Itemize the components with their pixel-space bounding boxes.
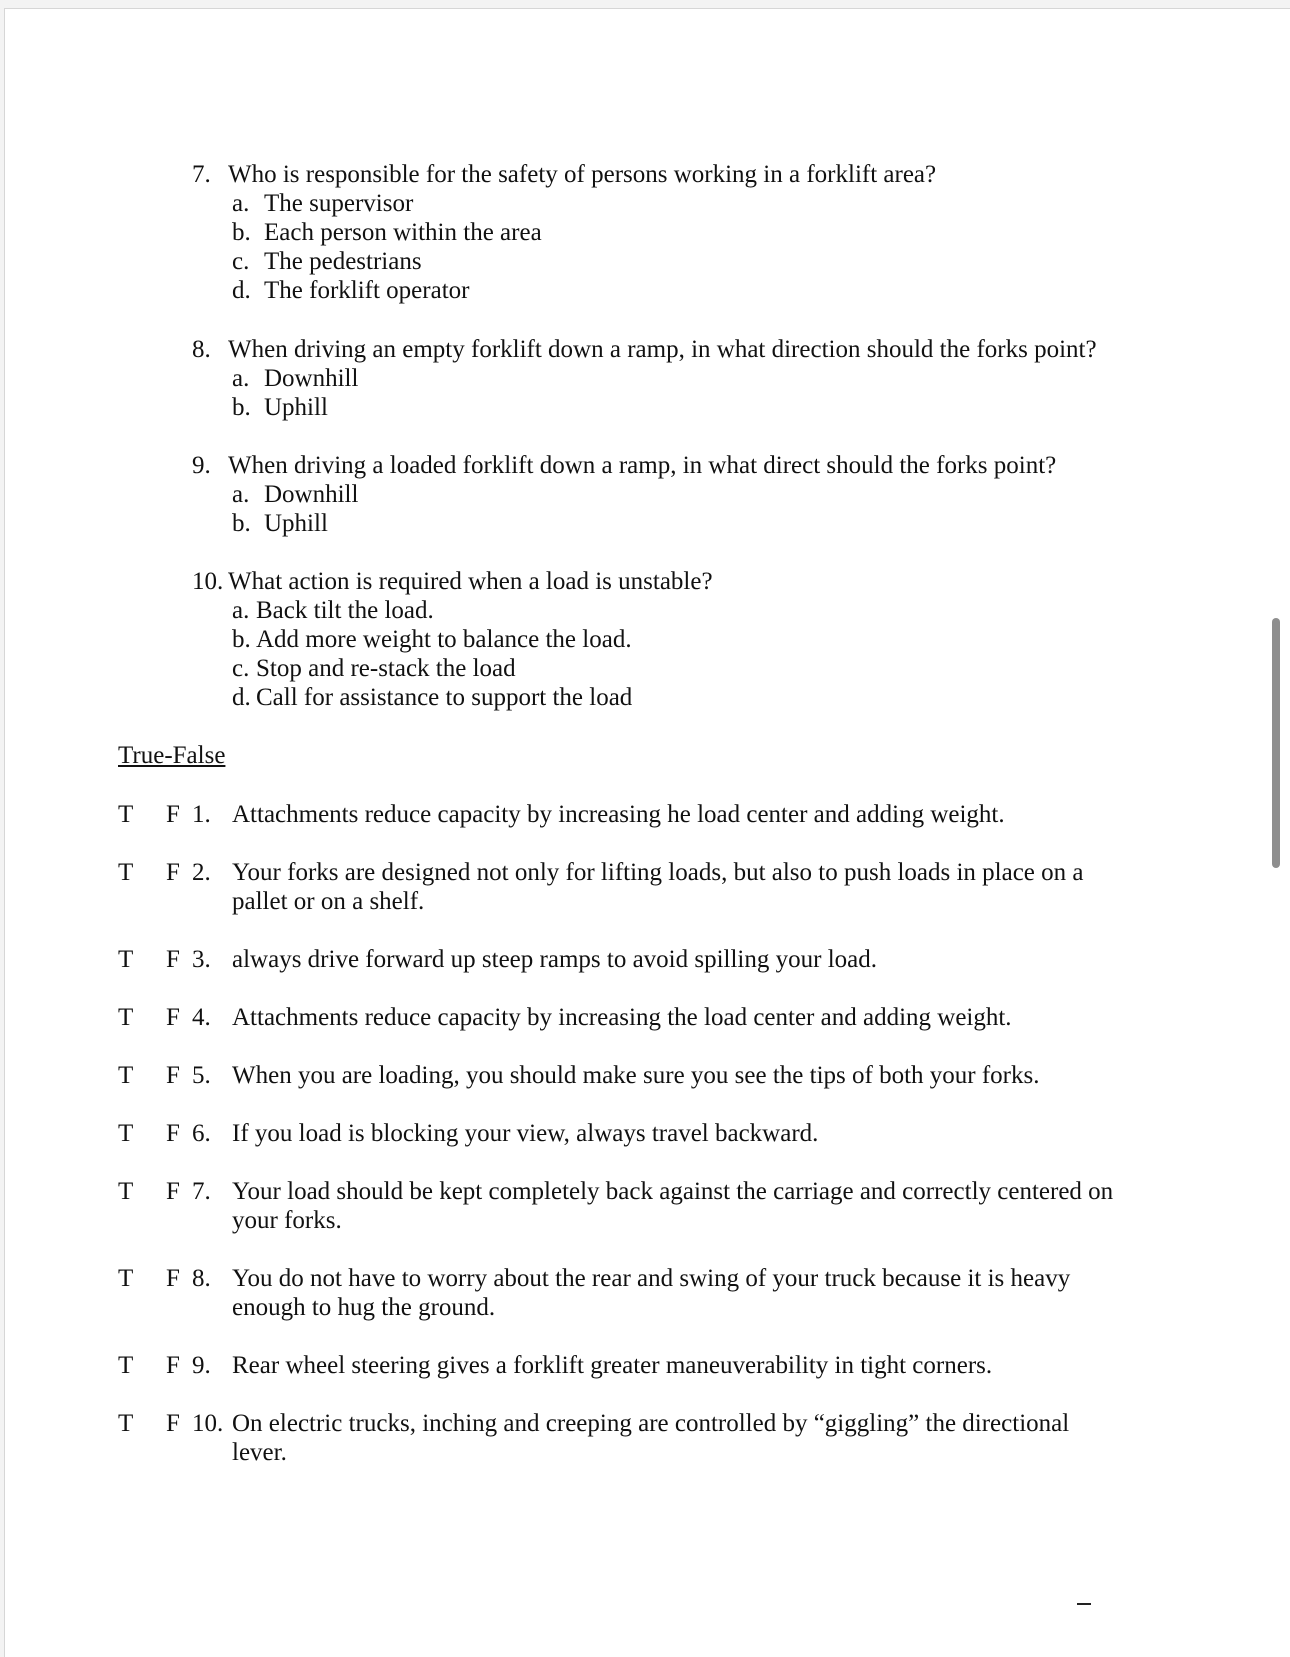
option-text: Downhill — [264, 481, 359, 508]
item-number: 8. — [192, 1265, 211, 1292]
option-a — [192, 596, 713, 625]
page-footer-mark — [1077, 1603, 1091, 1605]
option-text: The supervisor — [264, 190, 414, 217]
option-d — [192, 276, 936, 305]
option-letter: a. — [232, 365, 250, 392]
mc-question-10 — [192, 567, 713, 712]
tf-item-8 — [118, 1264, 1128, 1322]
false-label: F — [166, 1410, 180, 1437]
tf-item-6 — [118, 1119, 1128, 1148]
false-label: F — [166, 1004, 180, 1031]
mc-question-8 — [192, 335, 1097, 422]
option-text: Uphill — [264, 394, 328, 421]
question-prompt: Who is responsible for the safety of persons working in a forklift area? — [228, 161, 937, 188]
item-text: Your load should be kept completely back against the carriage and correctly centered on your forks. — [232, 1178, 1114, 1234]
option-b — [192, 625, 713, 654]
option-b — [192, 393, 1097, 422]
item-number: 5. — [192, 1062, 211, 1089]
item-number: 3. — [192, 946, 211, 973]
option-text: Call for assistance to support the load — [256, 684, 633, 711]
item-text: Attachments reduce capacity by increasing the load center and adding weight. — [232, 1004, 1012, 1031]
question-text — [192, 451, 1056, 480]
option-text: Uphill — [264, 510, 328, 537]
true-label: T — [118, 1120, 134, 1147]
false-label: F — [166, 859, 180, 886]
item-text: When you are loading, you should make sure you see the tips of both your forks. — [232, 1062, 1040, 1089]
tf-item-2 — [118, 858, 1128, 916]
true-label: T — [118, 946, 134, 973]
item-number: 9. — [192, 1352, 211, 1379]
tf-item-7 — [118, 1177, 1128, 1235]
question-text — [192, 567, 713, 596]
vertical-scrollbar[interactable] — [1272, 618, 1280, 868]
option-text: Each person within the area — [264, 219, 542, 246]
false-label: F — [166, 946, 180, 973]
tf-item-4 — [118, 1003, 1128, 1032]
tf-item-3 — [118, 945, 1128, 974]
true-label: T — [118, 859, 134, 886]
true-false-heading: True-False — [118, 742, 226, 769]
true-label: T — [118, 1265, 134, 1292]
item-text: Rear wheel steering gives a forklift greater maneuverability in tight corners. — [232, 1352, 993, 1379]
option-c — [192, 247, 936, 276]
false-label: F — [166, 1352, 180, 1379]
mc-question-9 — [192, 451, 1056, 538]
false-label: F — [166, 1062, 180, 1089]
option-text: Downhill — [264, 365, 359, 392]
option-letter: b. — [232, 219, 251, 246]
option-letter: a. — [232, 597, 250, 624]
option-letter: c. — [232, 655, 250, 682]
option-letter: d. — [232, 277, 251, 304]
tf-item-5 — [118, 1061, 1128, 1090]
mc-question-7 — [192, 160, 936, 305]
option-b — [192, 218, 936, 247]
item-text: On electric trucks, inching and creeping are controlled by “giggling” the directional lever. — [232, 1410, 1070, 1466]
option-letter: b. — [232, 626, 251, 653]
option-text: The forklift operator — [264, 277, 470, 304]
true-label: T — [118, 801, 134, 828]
false-label: F — [166, 1178, 180, 1205]
option-a — [192, 189, 936, 218]
question-number: 7. — [192, 161, 211, 188]
question-prompt: When driving an empty forklift down a ramp, in what direction should the forks point? — [228, 336, 1097, 363]
question-text — [192, 335, 1097, 364]
true-label: T — [118, 1410, 134, 1437]
option-letter: a. — [232, 481, 250, 508]
option-a — [192, 480, 1056, 509]
false-label: F — [166, 801, 180, 828]
option-text: Stop and re-stack the load — [256, 655, 516, 682]
item-number: 6. — [192, 1120, 211, 1147]
item-text: Your forks are designed not only for lifting loads, but also to push loads in place on a pallet or on a shelf. — [232, 859, 1084, 915]
true-label: T — [118, 1004, 134, 1031]
option-text: Back tilt the load. — [256, 597, 434, 624]
option-letter: b. — [232, 510, 251, 537]
question-number: 9. — [192, 452, 211, 479]
item-text: Attachments reduce capacity by increasing he load center and adding weight. — [232, 801, 1005, 828]
question-prompt: What action is required when a load is unstable? — [228, 568, 713, 595]
question-prompt: When driving a loaded forklift down a ramp, in what direct should the forks point? — [228, 452, 1057, 479]
option-letter: c. — [232, 248, 250, 275]
option-text: Add more weight to balance the load. — [256, 626, 632, 653]
question-text — [192, 160, 936, 189]
item-number: 2. — [192, 859, 211, 886]
tf-item-9 — [118, 1351, 1128, 1380]
option-a — [192, 364, 1097, 393]
option-text: The pedestrians — [264, 248, 422, 275]
false-label: F — [166, 1265, 180, 1292]
option-b — [192, 509, 1056, 538]
option-d — [192, 683, 713, 712]
option-letter: d. — [232, 684, 251, 711]
false-label: F — [166, 1120, 180, 1147]
true-label: T — [118, 1062, 134, 1089]
item-number: 4. — [192, 1004, 211, 1031]
question-number: 8. — [192, 336, 211, 363]
item-text: You do not have to worry about the rear and swing of your truck because it is heavy enough to hug the ground. — [232, 1265, 1071, 1321]
item-text: If you load is blocking your view, always travel backward. — [232, 1120, 819, 1147]
item-number: 7. — [192, 1178, 211, 1205]
item-number: 10. — [192, 1410, 224, 1437]
option-letter: a. — [232, 190, 250, 217]
item-text: always drive forward up steep ramps to avoid spilling your load. — [232, 946, 877, 973]
true-label: T — [118, 1352, 134, 1379]
option-c — [192, 654, 713, 683]
tf-item-10 — [118, 1409, 1128, 1467]
tf-item-1 — [118, 800, 1128, 829]
true-label: T — [118, 1178, 134, 1205]
question-number: 10. — [192, 568, 224, 595]
item-number: 1. — [192, 801, 211, 828]
option-letter: b. — [232, 394, 251, 421]
